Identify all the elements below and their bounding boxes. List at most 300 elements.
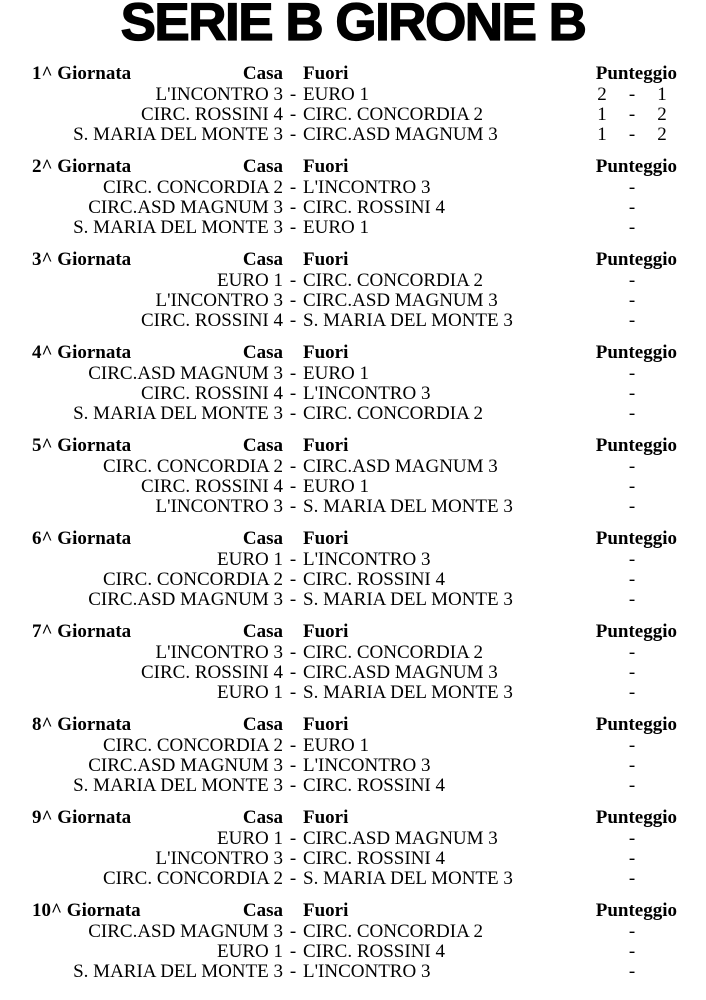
team-separator: - bbox=[289, 642, 297, 663]
team-separator: - bbox=[289, 755, 297, 776]
match-score bbox=[587, 590, 677, 610]
score-home bbox=[587, 271, 617, 291]
column-header-casa: Casa bbox=[242, 156, 283, 177]
score-separator: - bbox=[628, 456, 636, 477]
column-header-casa: Casa bbox=[242, 528, 283, 549]
match-row bbox=[32, 683, 677, 703]
match-row bbox=[32, 590, 677, 610]
score-home: 2 bbox=[597, 84, 607, 105]
home-team: CIRC. CONCORDIA 2 bbox=[103, 456, 283, 477]
score-away bbox=[647, 178, 677, 198]
home-team: CIRC. CONCORDIA 2 bbox=[103, 868, 283, 889]
home-team: L'INCONTRO 3 bbox=[155, 496, 283, 517]
away-team: CIRC.ASD MAGNUM 3 bbox=[303, 662, 498, 683]
match-score bbox=[587, 477, 677, 497]
round-matches bbox=[32, 457, 677, 517]
match-score bbox=[587, 404, 677, 424]
home-team: CIRC. CONCORDIA 2 bbox=[103, 177, 283, 198]
score-separator: - bbox=[628, 290, 636, 311]
round-section bbox=[32, 527, 677, 610]
away-team: L'INCONTRO 3 bbox=[303, 383, 431, 404]
match-row bbox=[32, 178, 677, 198]
score-away bbox=[647, 829, 677, 849]
away-team: CIRC.ASD MAGNUM 3 bbox=[303, 290, 498, 311]
score-separator: - bbox=[628, 828, 636, 849]
away-team: CIRC. ROSSINI 4 bbox=[303, 941, 445, 962]
round-section bbox=[32, 806, 677, 889]
away-team: CIRC. ROSSINI 4 bbox=[303, 569, 445, 590]
match-score bbox=[587, 364, 677, 384]
team-separator: - bbox=[289, 290, 297, 311]
match-row bbox=[32, 962, 677, 982]
match-score bbox=[587, 683, 677, 703]
score-separator: - bbox=[628, 868, 636, 889]
score-away bbox=[647, 550, 677, 570]
score-away bbox=[647, 869, 677, 889]
column-header-fuori: Fuori bbox=[303, 528, 349, 549]
score-away bbox=[647, 404, 677, 424]
team-separator: - bbox=[289, 662, 297, 683]
round-header-gap bbox=[283, 527, 303, 550]
team-separator: - bbox=[289, 363, 297, 384]
score-home bbox=[587, 590, 617, 610]
match-row bbox=[32, 756, 677, 776]
team-separator: - bbox=[289, 124, 297, 145]
score-home bbox=[587, 198, 617, 218]
team-separator: - bbox=[289, 84, 297, 105]
round-header-gap bbox=[283, 899, 303, 922]
score-separator: - bbox=[628, 775, 636, 796]
team-separator: - bbox=[289, 735, 297, 756]
score-separator: - bbox=[628, 270, 636, 291]
match-score bbox=[587, 869, 677, 889]
round-matches bbox=[32, 643, 677, 703]
away-team: S. MARIA DEL MONTE 3 bbox=[303, 868, 513, 889]
match-row bbox=[32, 364, 677, 384]
rounds-container bbox=[0, 62, 706, 982]
home-team: L'INCONTRO 3 bbox=[155, 84, 283, 105]
round-header bbox=[32, 713, 677, 736]
away-team: CIRC. ROSSINI 4 bbox=[303, 197, 445, 218]
team-separator: - bbox=[289, 177, 297, 198]
away-team: CIRC.ASD MAGNUM 3 bbox=[303, 828, 498, 849]
match-score bbox=[587, 829, 677, 849]
column-header-fuori: Fuori bbox=[303, 900, 349, 921]
match-score bbox=[587, 776, 677, 796]
round-header bbox=[32, 806, 677, 829]
score-home bbox=[587, 570, 617, 590]
column-header-fuori: Fuori bbox=[303, 63, 349, 84]
score-home bbox=[587, 663, 617, 683]
column-header-casa: Casa bbox=[242, 807, 283, 828]
away-team: L'INCONTRO 3 bbox=[303, 961, 431, 982]
score-separator: - bbox=[628, 84, 636, 105]
score-home bbox=[587, 218, 617, 238]
score-separator: - bbox=[628, 124, 636, 145]
away-team: EURO 1 bbox=[303, 476, 369, 497]
away-team: CIRC. CONCORDIA 2 bbox=[303, 403, 483, 424]
home-team: EURO 1 bbox=[217, 682, 283, 703]
column-header-punteggio: Punteggio bbox=[595, 63, 677, 84]
column-header-fuori: Fuori bbox=[303, 249, 349, 270]
score-home bbox=[587, 922, 617, 942]
team-separator: - bbox=[289, 848, 297, 869]
round-label: 9^ Giornata bbox=[32, 807, 132, 828]
round-header bbox=[32, 341, 677, 364]
column-header-fuori: Fuori bbox=[303, 807, 349, 828]
home-team: CIRC. ROSSINI 4 bbox=[141, 383, 283, 404]
match-row bbox=[32, 291, 677, 311]
score-away bbox=[647, 849, 677, 869]
round-header-gap bbox=[283, 434, 303, 457]
score-home bbox=[587, 643, 617, 663]
away-team: CIRC. CONCORDIA 2 bbox=[303, 104, 483, 125]
score-home bbox=[587, 736, 617, 756]
score-separator: - bbox=[628, 961, 636, 982]
score-home bbox=[587, 178, 617, 198]
team-separator: - bbox=[289, 941, 297, 962]
round-header-left bbox=[32, 806, 283, 829]
round-header-left bbox=[32, 620, 283, 643]
column-header-punteggio: Punteggio bbox=[595, 342, 677, 363]
score-away bbox=[647, 570, 677, 590]
match-score bbox=[587, 457, 677, 477]
round-matches bbox=[32, 550, 677, 610]
column-header-punteggio: Punteggio bbox=[595, 807, 677, 828]
score-away bbox=[647, 776, 677, 796]
score-away bbox=[647, 962, 677, 982]
match-score bbox=[587, 178, 677, 198]
home-team: CIRC.ASD MAGNUM 3 bbox=[88, 589, 283, 610]
home-team: EURO 1 bbox=[217, 549, 283, 570]
round-label: 8^ Giornata bbox=[32, 714, 132, 735]
score-home bbox=[587, 291, 617, 311]
team-separator: - bbox=[289, 383, 297, 404]
home-team: EURO 1 bbox=[217, 270, 283, 291]
match-score bbox=[587, 125, 677, 145]
round-matches bbox=[32, 271, 677, 331]
match-score bbox=[587, 271, 677, 291]
away-team: S. MARIA DEL MONTE 3 bbox=[303, 496, 513, 517]
score-home: 1 bbox=[597, 104, 607, 125]
round-section bbox=[32, 341, 677, 424]
round-header-gap bbox=[283, 806, 303, 829]
team-separator: - bbox=[289, 682, 297, 703]
home-team: CIRC.ASD MAGNUM 3 bbox=[88, 363, 283, 384]
score-away bbox=[647, 663, 677, 683]
score-away bbox=[647, 311, 677, 331]
score-home bbox=[587, 683, 617, 703]
match-row bbox=[32, 570, 677, 590]
match-row bbox=[32, 829, 677, 849]
match-row bbox=[32, 497, 677, 517]
away-team: L'INCONTRO 3 bbox=[303, 549, 431, 570]
column-header-fuori: Fuori bbox=[303, 156, 349, 177]
round-label: 5^ Giornata bbox=[32, 435, 132, 456]
round-header bbox=[32, 155, 677, 178]
match-score bbox=[587, 291, 677, 311]
team-separator: - bbox=[289, 217, 297, 238]
round-label: 7^ Giornata bbox=[32, 621, 132, 642]
score-away: 2 bbox=[657, 124, 667, 145]
round-header-left bbox=[32, 713, 283, 736]
match-row bbox=[32, 384, 677, 404]
score-separator: - bbox=[628, 217, 636, 238]
column-header-fuori: Fuori bbox=[303, 621, 349, 642]
round-label: 3^ Giornata bbox=[32, 249, 132, 270]
match-score bbox=[587, 497, 677, 517]
round-header-left bbox=[32, 899, 283, 922]
round-label: 1^ Giornata bbox=[32, 63, 132, 84]
home-team: S. MARIA DEL MONTE 3 bbox=[73, 217, 283, 238]
team-separator: - bbox=[289, 775, 297, 796]
score-away bbox=[647, 756, 677, 776]
score-away bbox=[647, 477, 677, 497]
score-away: 2 bbox=[657, 104, 667, 125]
score-home bbox=[587, 550, 617, 570]
match-row bbox=[32, 922, 677, 942]
score-away bbox=[647, 384, 677, 404]
score-separator: - bbox=[628, 755, 636, 776]
match-row bbox=[32, 198, 677, 218]
home-team: S. MARIA DEL MONTE 3 bbox=[73, 403, 283, 424]
score-separator: - bbox=[628, 941, 636, 962]
match-score bbox=[587, 736, 677, 756]
home-team: CIRC. ROSSINI 4 bbox=[141, 310, 283, 331]
match-row bbox=[32, 663, 677, 683]
column-header-punteggio: Punteggio bbox=[595, 435, 677, 456]
column-header-punteggio: Punteggio bbox=[595, 621, 677, 642]
score-away bbox=[647, 736, 677, 756]
match-row bbox=[32, 105, 677, 125]
match-score bbox=[587, 922, 677, 942]
round-label: 4^ Giornata bbox=[32, 342, 132, 363]
round-matches bbox=[32, 364, 677, 424]
team-separator: - bbox=[289, 270, 297, 291]
match-row bbox=[32, 85, 677, 105]
column-header-punteggio: Punteggio bbox=[595, 528, 677, 549]
score-separator: - bbox=[628, 682, 636, 703]
score-home bbox=[587, 457, 617, 477]
score-away bbox=[647, 218, 677, 238]
home-team: EURO 1 bbox=[217, 828, 283, 849]
match-score bbox=[587, 663, 677, 683]
team-separator: - bbox=[289, 921, 297, 942]
round-section bbox=[32, 434, 677, 517]
round-header-left bbox=[32, 341, 283, 364]
home-team: CIRC. ROSSINI 4 bbox=[141, 476, 283, 497]
score-away bbox=[647, 497, 677, 517]
score-home bbox=[587, 756, 617, 776]
score-away bbox=[647, 457, 677, 477]
team-separator: - bbox=[289, 868, 297, 889]
round-header-gap bbox=[283, 713, 303, 736]
score-away bbox=[647, 271, 677, 291]
round-header bbox=[32, 899, 677, 922]
column-header-casa: Casa bbox=[242, 621, 283, 642]
match-score bbox=[587, 85, 677, 105]
team-separator: - bbox=[289, 104, 297, 125]
away-team: CIRC. ROSSINI 4 bbox=[303, 848, 445, 869]
match-score bbox=[587, 849, 677, 869]
score-home bbox=[587, 497, 617, 517]
away-team: CIRC. CONCORDIA 2 bbox=[303, 642, 483, 663]
match-score bbox=[587, 105, 677, 125]
home-team: L'INCONTRO 3 bbox=[155, 290, 283, 311]
match-row bbox=[32, 869, 677, 889]
match-row bbox=[32, 271, 677, 291]
round-header-left bbox=[32, 62, 283, 85]
score-away: 1 bbox=[657, 84, 667, 105]
column-header-fuori: Fuori bbox=[303, 435, 349, 456]
score-away bbox=[647, 590, 677, 610]
score-home bbox=[587, 962, 617, 982]
away-team: CIRC. CONCORDIA 2 bbox=[303, 921, 483, 942]
away-team: L'INCONTRO 3 bbox=[303, 755, 431, 776]
away-team: CIRC. ROSSINI 4 bbox=[303, 775, 445, 796]
score-separator: - bbox=[628, 177, 636, 198]
score-separator: - bbox=[628, 104, 636, 125]
match-row bbox=[32, 125, 677, 145]
away-team: CIRC.ASD MAGNUM 3 bbox=[303, 124, 498, 145]
match-row bbox=[32, 849, 677, 869]
score-separator: - bbox=[628, 496, 636, 517]
home-team: L'INCONTRO 3 bbox=[155, 848, 283, 869]
round-label: 6^ Giornata bbox=[32, 528, 132, 549]
team-separator: - bbox=[289, 197, 297, 218]
score-separator: - bbox=[628, 569, 636, 590]
column-header-casa: Casa bbox=[242, 63, 283, 84]
score-away bbox=[647, 942, 677, 962]
score-home bbox=[587, 404, 617, 424]
score-separator: - bbox=[628, 735, 636, 756]
score-separator: - bbox=[628, 363, 636, 384]
score-separator: - bbox=[628, 197, 636, 218]
score-separator: - bbox=[628, 662, 636, 683]
round-section bbox=[32, 248, 677, 331]
away-team: S. MARIA DEL MONTE 3 bbox=[303, 682, 513, 703]
round-header bbox=[32, 62, 677, 85]
score-away bbox=[647, 643, 677, 663]
score-separator: - bbox=[628, 848, 636, 869]
match-row bbox=[32, 942, 677, 962]
round-header-left bbox=[32, 248, 283, 271]
away-team: EURO 1 bbox=[303, 735, 369, 756]
score-separator: - bbox=[628, 589, 636, 610]
score-home bbox=[587, 776, 617, 796]
score-separator: - bbox=[628, 921, 636, 942]
home-team: CIRC.ASD MAGNUM 3 bbox=[88, 197, 283, 218]
score-home bbox=[587, 942, 617, 962]
score-home bbox=[587, 364, 617, 384]
round-header-gap bbox=[283, 620, 303, 643]
team-separator: - bbox=[289, 589, 297, 610]
team-separator: - bbox=[289, 496, 297, 517]
team-separator: - bbox=[289, 310, 297, 331]
column-header-casa: Casa bbox=[242, 342, 283, 363]
score-home bbox=[587, 311, 617, 331]
home-team: S. MARIA DEL MONTE 3 bbox=[73, 961, 283, 982]
home-team: CIRC. ROSSINI 4 bbox=[141, 104, 283, 125]
match-row bbox=[32, 736, 677, 756]
column-header-casa: Casa bbox=[242, 249, 283, 270]
round-section bbox=[32, 899, 677, 982]
match-score bbox=[587, 643, 677, 663]
score-separator: - bbox=[628, 403, 636, 424]
match-score bbox=[587, 550, 677, 570]
score-separator: - bbox=[628, 476, 636, 497]
round-header bbox=[32, 620, 677, 643]
match-row bbox=[32, 643, 677, 663]
score-home bbox=[587, 869, 617, 889]
match-row bbox=[32, 311, 677, 331]
round-section bbox=[32, 155, 677, 238]
score-away bbox=[647, 364, 677, 384]
match-row bbox=[32, 550, 677, 570]
round-matches bbox=[32, 829, 677, 889]
page-title: SERIE B GIRONE B bbox=[120, 0, 586, 52]
team-separator: - bbox=[289, 549, 297, 570]
score-home bbox=[587, 849, 617, 869]
round-header bbox=[32, 248, 677, 271]
away-team: S. MARIA DEL MONTE 3 bbox=[303, 310, 513, 331]
match-score bbox=[587, 311, 677, 331]
round-label: 10^ Giornata bbox=[32, 900, 141, 921]
home-team: S. MARIA DEL MONTE 3 bbox=[73, 775, 283, 796]
team-separator: - bbox=[289, 569, 297, 590]
round-matches bbox=[32, 736, 677, 796]
team-separator: - bbox=[289, 456, 297, 477]
away-team: L'INCONTRO 3 bbox=[303, 177, 431, 198]
team-separator: - bbox=[289, 476, 297, 497]
home-team: CIRC. ROSSINI 4 bbox=[141, 662, 283, 683]
round-matches bbox=[32, 922, 677, 982]
team-separator: - bbox=[289, 961, 297, 982]
round-section bbox=[32, 620, 677, 703]
match-score bbox=[587, 384, 677, 404]
round-header-gap bbox=[283, 62, 303, 85]
home-team: L'INCONTRO 3 bbox=[155, 642, 283, 663]
round-section bbox=[32, 713, 677, 796]
round-label: 2^ Giornata bbox=[32, 156, 132, 177]
home-team: S. MARIA DEL MONTE 3 bbox=[73, 124, 283, 145]
home-team: CIRC.ASD MAGNUM 3 bbox=[88, 921, 283, 942]
home-team: EURO 1 bbox=[217, 941, 283, 962]
round-header bbox=[32, 434, 677, 457]
team-separator: - bbox=[289, 828, 297, 849]
home-team: CIRC.ASD MAGNUM 3 bbox=[88, 755, 283, 776]
score-home bbox=[587, 384, 617, 404]
home-team: CIRC. CONCORDIA 2 bbox=[103, 735, 283, 756]
round-matches bbox=[32, 85, 677, 145]
round-header-left bbox=[32, 527, 283, 550]
score-separator: - bbox=[628, 642, 636, 663]
away-team: EURO 1 bbox=[303, 84, 369, 105]
column-header-punteggio: Punteggio bbox=[595, 156, 677, 177]
away-team: CIRC.ASD MAGNUM 3 bbox=[303, 456, 498, 477]
round-matches bbox=[32, 178, 677, 238]
away-team: CIRC. CONCORDIA 2 bbox=[303, 270, 483, 291]
column-header-punteggio: Punteggio bbox=[595, 900, 677, 921]
round-section bbox=[32, 62, 677, 145]
match-score bbox=[587, 756, 677, 776]
match-score bbox=[587, 218, 677, 238]
round-header bbox=[32, 527, 677, 550]
match-row bbox=[32, 776, 677, 796]
column-header-punteggio: Punteggio bbox=[595, 714, 677, 735]
column-header-fuori: Fuori bbox=[303, 714, 349, 735]
score-home: 1 bbox=[597, 124, 607, 145]
